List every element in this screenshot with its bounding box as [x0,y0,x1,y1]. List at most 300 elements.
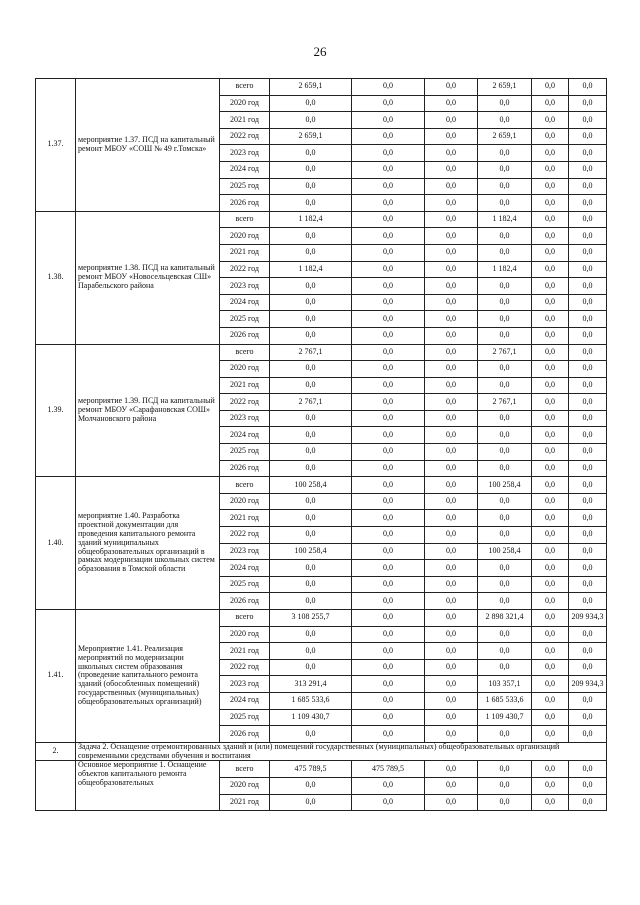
amount-cell: 0,0 [270,527,352,544]
amount-cell: 0,0 [352,576,425,593]
amount-cell: 0,0 [352,112,425,129]
amount-cell: 0,0 [425,327,478,344]
amount-cell: 0,0 [425,394,478,411]
amount-cell: 0,0 [425,477,478,494]
amount-cell: 0,0 [352,726,425,743]
amount-cell: 0,0 [270,294,352,311]
amount-cell: 0,0 [532,112,569,129]
amount-cell: 0,0 [270,327,352,344]
amount-cell: 0,0 [478,659,532,676]
amount-cell: 2 898 321,4 [478,610,532,627]
amount-cell: 0,0 [425,610,478,627]
amount-cell: 0,0 [270,726,352,743]
amount-cell: 0,0 [532,626,569,643]
year-label: 2021 год [220,794,270,811]
amount-cell: 2 767,1 [270,394,352,411]
amount-cell: 0,0 [569,112,607,129]
amount-cell: 313 291,4 [270,676,352,693]
amount-cell: 0,0 [478,410,532,427]
year-label: 2020 год [220,493,270,510]
amount-cell: 0,0 [425,195,478,212]
amount-cell: 0,0 [270,178,352,195]
amount-cell: 0,0 [270,361,352,378]
amount-cell: 0,0 [532,427,569,444]
amount-cell: 0,0 [270,659,352,676]
amount-cell: 0,0 [532,178,569,195]
amount-cell: 209 934,3 [569,610,607,627]
amount-cell: 0,0 [532,643,569,660]
amount-cell: 0,0 [569,211,607,228]
amount-cell: 0,0 [569,794,607,811]
amount-cell: 0,0 [532,95,569,112]
amount-cell: 103 357,1 [478,676,532,693]
amount-cell: 0,0 [532,610,569,627]
year-label: 2020 год [220,361,270,378]
table-row [36,211,607,228]
amount-cell: 0,0 [270,626,352,643]
amount-cell: 1 182,4 [478,211,532,228]
amount-cell: 0,0 [478,327,532,344]
amount-cell: 0,0 [478,460,532,477]
amount-cell: 0,0 [425,95,478,112]
amount-cell: 0,0 [425,709,478,726]
amount-cell: 0,0 [270,311,352,328]
table-row [36,610,607,627]
amount-cell: 0,0 [532,444,569,461]
amount-cell: 209 934,3 [569,676,607,693]
amount-cell: 0,0 [569,145,607,162]
amount-cell: 0,0 [569,178,607,195]
amount-cell: 0,0 [532,460,569,477]
amount-cell: 0,0 [352,692,425,709]
amount-cell: 0,0 [352,460,425,477]
amount-cell: 0,0 [352,95,425,112]
amount-cell: 0,0 [532,676,569,693]
amount-cell: 0,0 [478,593,532,610]
year-label: 2026 год [220,195,270,212]
amount-cell: 0,0 [425,178,478,195]
amount-cell: 0,0 [569,593,607,610]
year-label: 2024 год [220,560,270,577]
amount-cell: 0,0 [532,709,569,726]
amount-cell: 0,0 [569,692,607,709]
amount-cell: 0,0 [425,112,478,129]
amount-cell: 0,0 [425,211,478,228]
amount-cell: 0,0 [532,128,569,145]
amount-cell: 0,0 [425,410,478,427]
table-row [36,344,607,361]
amount-cell: 0,0 [532,377,569,394]
amount-cell: 0,0 [569,576,607,593]
year-label: 2021 год [220,510,270,527]
amount-cell: 0,0 [532,327,569,344]
amount-cell: 0,0 [478,794,532,811]
amount-cell: 0,0 [270,95,352,112]
amount-cell: 0,0 [569,327,607,344]
amount-cell: 0,0 [532,543,569,560]
amount-cell: 0,0 [352,161,425,178]
year-label: 2025 год [220,709,270,726]
amount-cell: 0,0 [478,377,532,394]
amount-cell: 0,0 [270,377,352,394]
amount-cell: 0,0 [352,543,425,560]
year-label: 2022 год [220,261,270,278]
row-number: 1.38. [36,211,76,344]
amount-cell: 0,0 [270,444,352,461]
year-label: 2026 год [220,726,270,743]
year-label: 2024 год [220,427,270,444]
amount-cell: 0,0 [270,195,352,212]
amount-cell: 0,0 [478,510,532,527]
amount-cell: 0,0 [352,427,425,444]
amount-cell: 0,0 [478,244,532,261]
amount-cell: 0,0 [569,427,607,444]
amount-cell: 0,0 [569,643,607,660]
page-number: 26 [313,44,327,59]
amount-cell: 0,0 [425,659,478,676]
amount-cell: 0,0 [569,311,607,328]
amount-cell: 0,0 [532,493,569,510]
activity-description: Мероприятие 1.41. Реализация мероприятий по модернизации школьных систем образования (проведение капитального ремонта зданий (обособленных помещений) государственных (муниципальных) общеобразовательных организаций) [76,610,220,743]
amount-cell: 2 659,1 [270,79,352,96]
amount-cell: 0,0 [532,477,569,494]
amount-cell: 0,0 [352,311,425,328]
row-number: 1.40. [36,477,76,610]
amount-cell: 0,0 [569,444,607,461]
year-label: всего [220,211,270,228]
table-row [36,477,607,494]
year-label: всего [220,79,270,96]
amount-cell: 0,0 [532,278,569,295]
table-row [36,761,607,778]
year-label: 2021 год [220,643,270,660]
amount-cell: 0,0 [569,543,607,560]
amount-cell: 0,0 [425,576,478,593]
amount-cell: 0,0 [352,377,425,394]
amount-cell: 0,0 [425,294,478,311]
year-label: 2020 год [220,777,270,794]
amount-cell: 0,0 [532,726,569,743]
amount-cell: 0,0 [425,493,478,510]
amount-cell: 0,0 [352,145,425,162]
activity-description: Основное мероприятие 1. Оснащение объектов капитального ремонта общеобразовательных [76,761,220,811]
amount-cell: 0,0 [569,726,607,743]
amount-cell: 0,0 [569,510,607,527]
amount-cell: 0,0 [478,427,532,444]
amount-cell: 0,0 [425,560,478,577]
amount-cell: 100 258,4 [478,477,532,494]
year-label: 2025 год [220,178,270,195]
amount-cell: 0,0 [352,626,425,643]
amount-cell: 0,0 [425,377,478,394]
amount-cell: 0,0 [478,777,532,794]
amount-cell: 0,0 [352,278,425,295]
amount-cell: 2 767,1 [270,344,352,361]
amount-cell: 0,0 [352,244,425,261]
year-label: 2023 год [220,676,270,693]
amount-cell: 0,0 [352,794,425,811]
task-row [36,742,607,761]
amount-cell: 0,0 [352,211,425,228]
amount-cell: 0,0 [532,527,569,544]
amount-cell: 0,0 [569,777,607,794]
amount-cell: 0,0 [425,527,478,544]
amount-cell: 0,0 [352,610,425,627]
amount-cell: 0,0 [478,228,532,245]
amount-cell: 0,0 [532,576,569,593]
amount-cell: 0,0 [270,777,352,794]
year-label: 2026 год [220,460,270,477]
year-label: 2020 год [220,228,270,245]
amount-cell: 0,0 [425,244,478,261]
amount-cell: 0,0 [270,460,352,477]
year-label: 2025 год [220,311,270,328]
amount-cell: 0,0 [569,709,607,726]
amount-cell: 0,0 [569,128,607,145]
amount-cell: 100 258,4 [270,543,352,560]
amount-cell: 0,0 [425,311,478,328]
amount-cell: 0,0 [425,643,478,660]
amount-cell: 0,0 [425,692,478,709]
amount-cell: 0,0 [478,576,532,593]
amount-cell: 100 258,4 [478,543,532,560]
amount-cell: 0,0 [478,761,532,778]
amount-cell: 0,0 [532,593,569,610]
amount-cell: 0,0 [352,709,425,726]
year-label: 2021 год [220,244,270,261]
year-label: 2021 год [220,377,270,394]
year-label: 2020 год [220,95,270,112]
year-label: 2023 год [220,145,270,162]
amount-cell: 0,0 [352,294,425,311]
activity-description: мероприятие 1.39. ПСД на капитальный ремонт МБОУ «Сарафановская СОШ» Молчановского района [76,344,220,477]
year-label: 2023 год [220,410,270,427]
amount-cell: 0,0 [478,178,532,195]
amount-cell: 0,0 [425,510,478,527]
amount-cell: 0,0 [425,261,478,278]
amount-cell: 0,0 [569,761,607,778]
amount-cell: 0,0 [352,327,425,344]
amount-cell: 0,0 [532,344,569,361]
year-label: 2020 год [220,626,270,643]
amount-cell: 0,0 [425,761,478,778]
amount-cell: 0,0 [569,261,607,278]
year-label: 2023 год [220,278,270,295]
amount-cell: 0,0 [352,261,425,278]
amount-cell: 0,0 [532,261,569,278]
amount-cell: 0,0 [425,361,478,378]
amount-cell: 1 685 533,6 [478,692,532,709]
amount-cell: 0,0 [270,576,352,593]
amount-cell: 0,0 [352,676,425,693]
amount-cell: 0,0 [425,145,478,162]
amount-cell: 0,0 [352,228,425,245]
year-label: 2024 год [220,294,270,311]
amount-cell: 0,0 [569,377,607,394]
amount-cell: 0,0 [425,344,478,361]
amount-cell: 0,0 [569,361,607,378]
amount-cell: 0,0 [352,659,425,676]
amount-cell: 0,0 [532,161,569,178]
amount-cell: 0,0 [532,211,569,228]
amount-cell: 0,0 [270,161,352,178]
amount-cell: 0,0 [532,361,569,378]
amount-cell: 0,0 [352,410,425,427]
amount-cell: 0,0 [532,311,569,328]
amount-cell: 475 789,5 [270,761,352,778]
row-number: 1.39. [36,344,76,477]
activity-description: мероприятие 1.38. ПСД на капитальный ремонт МБОУ «Новосельцевская СШ» Парабельского района [76,211,220,344]
year-label: 2022 год [220,394,270,411]
amount-cell: 0,0 [532,79,569,96]
amount-cell: 1 109 430,7 [270,709,352,726]
year-label: всего [220,477,270,494]
amount-cell: 0,0 [569,626,607,643]
amount-cell: 1 685 533,6 [270,692,352,709]
amount-cell: 475 789,5 [352,761,425,778]
amount-cell: 0,0 [425,593,478,610]
amount-cell: 0,0 [478,195,532,212]
amount-cell: 0,0 [569,394,607,411]
amount-cell: 0,0 [352,79,425,96]
amount-cell: 2 659,1 [478,79,532,96]
amount-cell: 2 659,1 [270,128,352,145]
amount-cell: 0,0 [425,676,478,693]
amount-cell: 0,0 [352,195,425,212]
amount-cell: 0,0 [478,527,532,544]
year-label: всего [220,610,270,627]
amount-cell: 2 767,1 [478,394,532,411]
amount-cell: 0,0 [569,527,607,544]
amount-cell: 1 182,4 [270,211,352,228]
amount-cell: 0,0 [478,294,532,311]
amount-cell: 100 258,4 [270,477,352,494]
amount-cell: 0,0 [425,460,478,477]
amount-cell: 0,0 [270,643,352,660]
amount-cell: 0,0 [532,659,569,676]
amount-cell: 0,0 [352,477,425,494]
amount-cell: 0,0 [569,477,607,494]
amount-cell: 0,0 [352,178,425,195]
table-row [36,79,607,96]
amount-cell: 0,0 [569,344,607,361]
amount-cell: 0,0 [270,493,352,510]
amount-cell: 0,0 [425,278,478,295]
amount-cell: 0,0 [270,278,352,295]
amount-cell: 0,0 [352,444,425,461]
year-label: 2023 год [220,543,270,560]
amount-cell: 0,0 [425,79,478,96]
amount-cell: 2 659,1 [478,128,532,145]
amount-cell: 0,0 [532,410,569,427]
amount-cell: 0,0 [270,510,352,527]
amount-cell: 0,0 [352,394,425,411]
amount-cell: 0,0 [478,145,532,162]
amount-cell: 0,0 [352,527,425,544]
amount-cell: 0,0 [352,344,425,361]
activity-description: мероприятие 1.40. Разработка проектной документации для проведения капитального ремонта зданий муниципальных общеобразовательных организаций в рамках модернизации школьных систем образования в Томской области [76,477,220,610]
amount-cell: 0,0 [532,294,569,311]
year-label: 2025 год [220,444,270,461]
row-number: 1.37. [36,79,76,212]
amount-cell: 0,0 [425,128,478,145]
year-label: 2022 год [220,659,270,676]
amount-cell: 1 182,4 [478,261,532,278]
amount-cell: 0,0 [532,228,569,245]
year-label: 2022 год [220,128,270,145]
task-number: 2. [36,742,76,761]
amount-cell: 2 767,1 [478,344,532,361]
amount-cell: 0,0 [532,145,569,162]
amount-cell: 0,0 [478,493,532,510]
amount-cell: 0,0 [569,228,607,245]
amount-cell: 1 109 430,7 [478,709,532,726]
amount-cell: 0,0 [532,692,569,709]
amount-cell: 0,0 [270,145,352,162]
amount-cell: 0,0 [425,228,478,245]
amount-cell: 0,0 [270,560,352,577]
amount-cell: 0,0 [478,444,532,461]
amount-cell: 0,0 [270,794,352,811]
amount-cell: 0,0 [569,294,607,311]
amount-cell: 0,0 [425,626,478,643]
amount-cell: 0,0 [532,394,569,411]
amount-cell: 0,0 [478,361,532,378]
year-label: 2024 год [220,161,270,178]
amount-cell: 0,0 [532,777,569,794]
amount-cell: 0,0 [569,493,607,510]
amount-cell: 0,0 [270,593,352,610]
amount-cell: 0,0 [569,560,607,577]
amount-cell: 0,0 [569,410,607,427]
amount-cell: 0,0 [270,244,352,261]
task-text: Задача 2. Оснащение отремонтированных зданий и (или) помещений государственных (муниципальных) общеобразовательных организаций современными средствами обучения и воспитания [76,742,607,761]
year-label: 2025 год [220,576,270,593]
year-label: всего [220,344,270,361]
amount-cell: 3 108 255,7 [270,610,352,627]
amount-cell: 0,0 [270,410,352,427]
amount-cell: 0,0 [425,777,478,794]
amount-cell: 0,0 [532,761,569,778]
amount-cell: 0,0 [425,427,478,444]
year-label: 2026 год [220,593,270,610]
amount-cell: 0,0 [425,794,478,811]
amount-cell: 0,0 [270,427,352,444]
amount-cell: 0,0 [569,161,607,178]
amount-cell: 0,0 [569,244,607,261]
amount-cell: 0,0 [425,726,478,743]
amount-cell: 0,0 [478,95,532,112]
amount-cell: 0,0 [352,560,425,577]
amount-cell: 0,0 [478,161,532,178]
amount-cell: 0,0 [569,95,607,112]
amount-cell: 0,0 [478,643,532,660]
amount-cell: 0,0 [532,560,569,577]
amount-cell: 0,0 [532,510,569,527]
year-label: 2026 год [220,327,270,344]
budget-table [35,78,607,811]
amount-cell: 0,0 [425,444,478,461]
amount-cell: 0,0 [532,794,569,811]
amount-cell: 0,0 [425,543,478,560]
amount-cell: 0,0 [569,79,607,96]
amount-cell: 0,0 [532,244,569,261]
amount-cell: 0,0 [352,128,425,145]
year-label: 2021 год [220,112,270,129]
amount-cell: 0,0 [352,510,425,527]
amount-cell: 0,0 [352,493,425,510]
amount-cell: 0,0 [569,460,607,477]
